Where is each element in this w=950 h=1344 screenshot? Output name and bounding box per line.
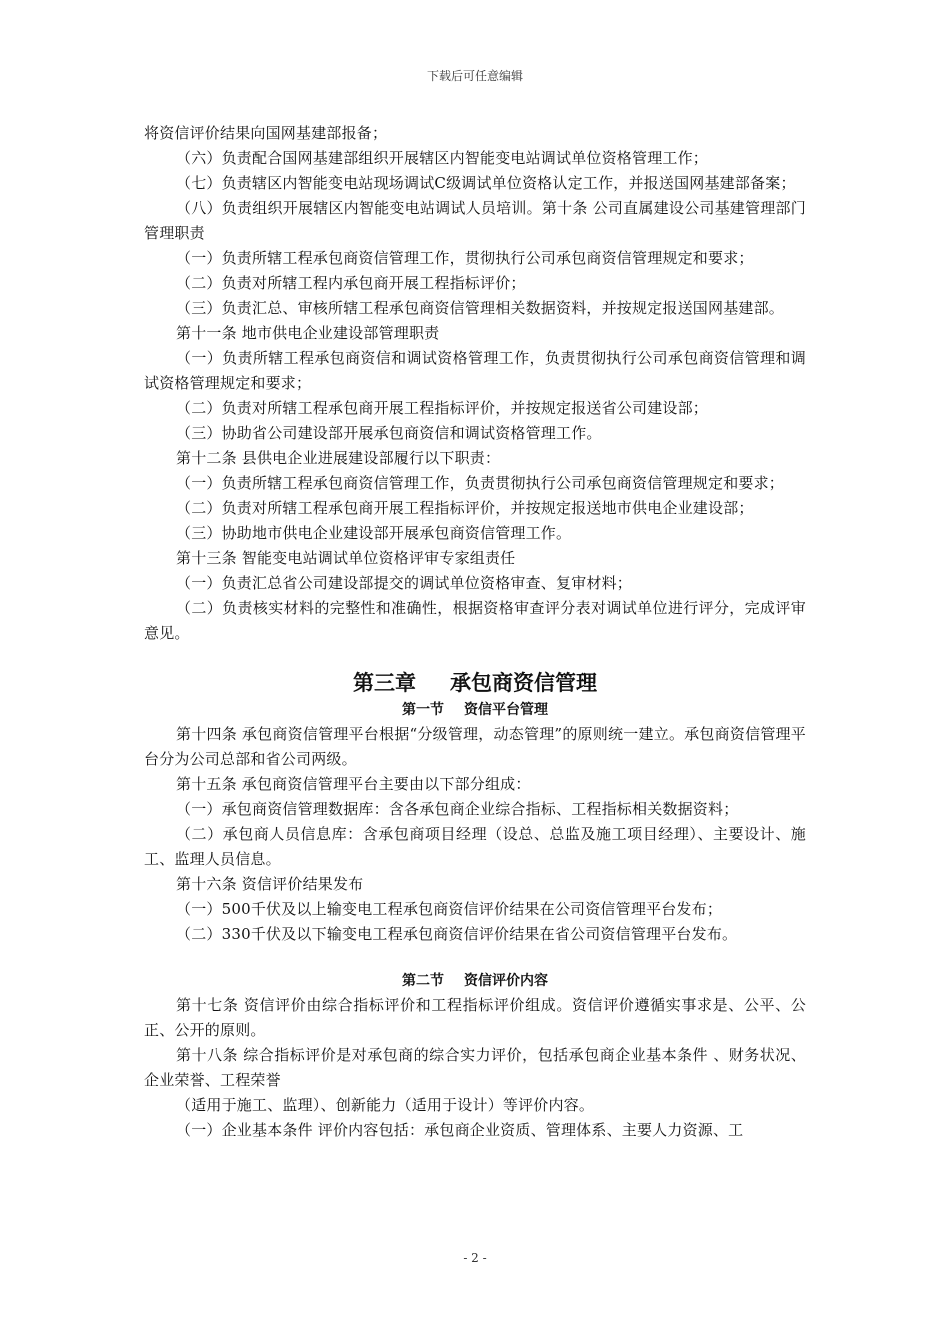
paragraph: （三）负责汇总、审核所辖工程承包商资信管理相关数据资料，并按规定报送国网基建部。 bbox=[176, 299, 785, 317]
section-heading-2 bbox=[144, 969, 806, 993]
section-number: 第二节 bbox=[402, 973, 444, 989]
paragraph: （二）负责核实材料的完整性和准确性，根据资格审查评分表对调试单位进行评分，完成评审意见。 bbox=[144, 599, 806, 642]
paragraph: （适用于施工、监理）、创新能力（适用于设计）等评价内容。 bbox=[176, 1096, 595, 1114]
chapter-heading bbox=[144, 668, 806, 698]
paragraph: （六）负责配合国网基建部组织开展辖区内智能变电站调试单位资格管理工作； bbox=[176, 149, 709, 167]
paragraph: （二）负责对所辖工程承包商开展工程指标评价，并按规定报送省公司建设部； bbox=[176, 399, 709, 417]
paragraph: （三）协助省公司建设部开展承包商资信和调试资格管理工作。 bbox=[176, 424, 602, 442]
paragraph: 第十四条 承包商资信管理平台根据“分级管理，动态管理”的原则统一建立。承包商资信管理平台分为公司总部和省公司两级。 bbox=[144, 725, 806, 768]
paragraph: （二）负责对所辖工程内承包商开展工程指标评价； bbox=[176, 274, 526, 292]
paragraph: （三）协助地市供电企业建设部开展承包商资信管理工作。 bbox=[176, 524, 572, 542]
paragraph: 第十三条 智能变电站调试单位资格评审专家组责任 bbox=[176, 549, 516, 567]
section-heading-1 bbox=[144, 698, 806, 722]
section-title: 资信平台管理 bbox=[464, 702, 548, 718]
paragraph: （二）负责对所辖工程承包商开展工程指标评价，并按规定报送地市供电企业建设部； bbox=[176, 499, 754, 517]
paragraph: 第十八条 综合指标评价是对承包商的综合实力评价，包括承包商企业基本条件 、财务状况、企业荣誉、工程荣誉 bbox=[144, 1046, 806, 1089]
paragraph-block-1 bbox=[144, 121, 806, 646]
paragraph: 第十一条 地市供电企业建设部管理职责 bbox=[176, 324, 440, 342]
paragraph: （一）企业基本条件 评价内容包括：承包商企业资质、管理体系、主要人力资源、工 bbox=[176, 1121, 744, 1139]
paragraph: （八）负责组织开展辖区内智能变电站调试人员培训。第十条 公司直属建设公司基建管理部门管理职责 bbox=[144, 199, 806, 242]
paragraph: （二）330千伏及以下输变电工程承包商资信评价结果在省公司资信管理平台发布。 bbox=[176, 925, 738, 943]
paragraph: （一）负责所辖工程承包商资信和调试资格管理工作，负责贯彻执行公司承包商资信管理和调试资格管理规定和要求； bbox=[144, 349, 806, 392]
paragraph-block-3 bbox=[144, 993, 806, 1143]
paragraph: （七）负责辖区内智能变电站现场调试C级调试单位资格认定工作，并报送国网基建部备案； bbox=[176, 174, 796, 192]
paragraph: （一）负责所辖工程承包商资信管理工作，贯彻执行公司承包商资信管理规定和要求； bbox=[176, 249, 754, 267]
paragraph: 第十五条 承包商资信管理平台主要由以下部分组成： bbox=[176, 775, 531, 793]
paragraph: （一）负责所辖工程承包商资信管理工作，负责贯彻执行公司承包商资信管理规定和要求； bbox=[176, 474, 785, 492]
paragraph: （一）承包商资信管理数据库：含各承包商企业综合指标、工程指标相关数据资料； bbox=[176, 800, 739, 818]
paragraph: 将资信评价结果向国网基建部报备； bbox=[144, 124, 388, 142]
paragraph: 第十七条 资信评价由综合指标评价和工程指标评价组成。资信评价遵循实事求是、公平、公正、公开的原则。 bbox=[144, 996, 806, 1039]
document-body bbox=[144, 121, 806, 1143]
paragraph: （一）500千伏及以上输变电工程承包商资信评价结果在公司资信管理平台发布； bbox=[176, 900, 723, 918]
page-header: 下载后可任意编辑 bbox=[426, 69, 523, 83]
paragraph: （一）负责汇总省公司建设部提交的调试单位资格审查、复审材料； bbox=[176, 574, 633, 592]
paragraph: 第十六条 资信评价结果发布 bbox=[176, 875, 364, 893]
section-title: 资信评价内容 bbox=[464, 973, 548, 989]
chapter-number: 第三章 bbox=[353, 671, 416, 695]
section-number: 第一节 bbox=[402, 702, 444, 718]
page-number: - 2 - bbox=[463, 1251, 487, 1265]
paragraph: （二）承包商人员信息库：含承包商项目经理（设总、总监及施工项目经理）、主要设计、施工、监理人员信息。 bbox=[144, 825, 806, 868]
paragraph-block-2 bbox=[144, 722, 806, 947]
paragraph: 第十二条 县供电企业进展建设部履行以下职责： bbox=[176, 449, 501, 467]
chapter-title: 承包商资信管理 bbox=[450, 671, 597, 695]
